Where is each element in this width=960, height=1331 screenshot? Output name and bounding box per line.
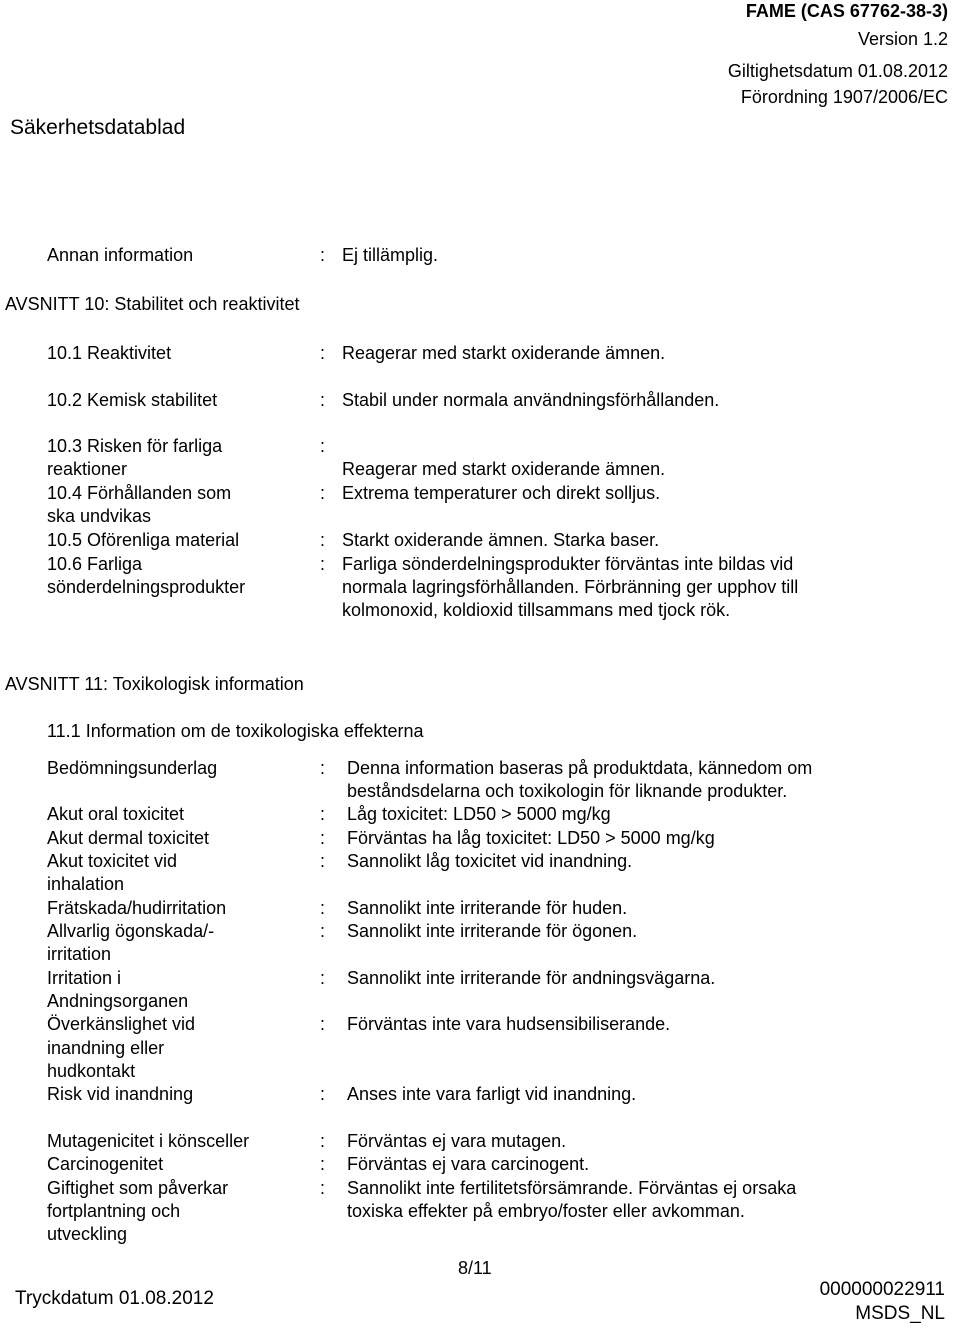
s11-r8-label-3: hudkontakt xyxy=(47,1061,136,1081)
s10-r3-label-2: reaktioner xyxy=(47,459,128,479)
s11-r12-label-2: fortplantning och xyxy=(47,1201,181,1221)
s11-r8-label-1: Överkänslighet vid xyxy=(47,1014,196,1034)
s11-r5-value: Sannolikt inte irriterande för huden. xyxy=(347,898,628,918)
s11-r3-colon: : xyxy=(320,828,326,848)
s10-r5-colon: : xyxy=(320,530,326,550)
s10-r4-label-1: 10.4 Förhållanden som xyxy=(47,483,232,503)
s11-r11-label: Carcinogenitet xyxy=(47,1154,164,1174)
s11-r6-value: Sannolikt inte irriterande för ögonen. xyxy=(347,921,638,941)
page-number: 8/11 xyxy=(458,1258,492,1278)
s11-r9-value: Anses inte vara farligt vid inandning. xyxy=(347,1084,637,1104)
s10-r5-label: 10.5 Oförenliga material xyxy=(47,530,240,550)
s10-r3-colon: : xyxy=(320,436,326,456)
s10-r1-colon: : xyxy=(320,343,326,363)
s11-r4-label-2: inhalation xyxy=(47,874,125,894)
other-info-colon: : xyxy=(320,245,326,265)
regulation: Förordning 1907/2006/EC xyxy=(740,87,948,107)
s10-r4-value: Extrema temperaturer och direkt solljus. xyxy=(342,483,661,503)
s10-r1-value: Reagerar med starkt oxiderande ämnen. xyxy=(342,343,666,363)
section-10-title: AVSNITT 10: Stabilitet och reaktivitet xyxy=(5,294,300,314)
s11-r8-value: Förväntas inte vara hudsensibiliserande. xyxy=(347,1014,671,1034)
s11-r2-label: Akut oral toxicitet xyxy=(47,804,185,824)
s10-r2-value: Stabil under normala användningsförhållanden. xyxy=(342,390,720,410)
s11-r6-label-2: irritation xyxy=(47,944,112,964)
s11-r12-label-1: Giftighet som påverkar xyxy=(47,1178,229,1198)
s10-r5-value: Starkt oxiderande ämnen. Starka baser. xyxy=(342,530,660,550)
s11-r6-label-1: Allvarlig ögonskada/- xyxy=(47,921,215,941)
other-info-label: Annan information xyxy=(47,245,194,265)
s11-r2-value: Låg toxicitet: LD50 > 5000 mg/kg xyxy=(347,804,611,824)
doc-code: MSDS_NL xyxy=(855,1303,945,1324)
s11-r7-colon: : xyxy=(320,968,326,988)
s11-r1-label: Bedömningsunderlag xyxy=(47,758,218,778)
s11-r10-value: Förväntas ej vara mutagen. xyxy=(347,1131,567,1151)
s11-r9-colon: : xyxy=(320,1084,326,1104)
doc-number: 000000022911 xyxy=(819,1279,945,1300)
s11-r4-value: Sannolikt låg toxicitet vid inandning. xyxy=(347,851,633,871)
s11-r6-colon: : xyxy=(320,921,326,941)
print-date: Tryckdatum 01.08.2012 xyxy=(15,1288,214,1309)
s11-r5-label: Frätskada/hudirritation xyxy=(47,898,227,918)
s10-r6-value-3: kolmonoxid, koldioxid tillsammans med tjock rök. xyxy=(342,600,731,620)
s11-r12-colon: : xyxy=(320,1178,326,1198)
s11-r1-value-1: Denna information baseras på produktdata, kännedom om xyxy=(347,758,813,778)
s10-r2-colon: : xyxy=(320,390,326,410)
s10-r6-label-2: sönderdelningsprodukter xyxy=(47,577,246,597)
s11-r4-colon: : xyxy=(320,851,326,871)
other-info-value: Ej tillämplig. xyxy=(342,245,439,265)
version: Version 1.2 xyxy=(857,29,948,49)
s11-r10-label: Mutagenicitet i könsceller xyxy=(47,1131,250,1151)
doc-title: Säkerhetsdatablad xyxy=(10,116,186,139)
s10-r6-colon: : xyxy=(320,554,326,574)
s10-r6-label-1: 10.6 Farliga xyxy=(47,554,143,574)
section-11-subtitle: 11.1 Information om de toxikologiska effekterna xyxy=(47,721,424,741)
s11-r12-value-1: Sannolikt inte fertilitetsförsämrande. Förväntas ej orsaka xyxy=(347,1178,797,1198)
product-name: FAME (CAS 67762-38-3) xyxy=(745,1,948,21)
s10-r3-value: Reagerar med starkt oxiderande ämnen. xyxy=(342,459,666,479)
s11-r8-label-2: inandning eller xyxy=(47,1038,165,1058)
s10-r2-label: 10.2 Kemisk stabilitet xyxy=(47,390,218,410)
s11-r7-label-2: Andningsorganen xyxy=(47,991,189,1011)
s11-r1-value-2: beståndsdelarna och toxikologin för liknande produkter. xyxy=(347,781,788,801)
s10-r4-label-2: ska undvikas xyxy=(47,506,152,526)
s11-r1-colon: : xyxy=(320,758,326,778)
s11-r11-colon: : xyxy=(320,1154,326,1174)
s11-r2-colon: : xyxy=(320,804,326,824)
valid-date: Giltighetsdatum 01.08.2012 xyxy=(727,61,948,81)
s10-r6-value-1: Farliga sönderdelningsprodukter förväntas inte bildas vid xyxy=(342,554,794,574)
section-11-title: AVSNITT 11: Toxikologisk information xyxy=(5,674,304,694)
s11-r9-label: Risk vid inandning xyxy=(47,1084,194,1104)
s11-r11-value: Förväntas ej vara carcinogent. xyxy=(347,1154,590,1174)
s11-r10-colon: : xyxy=(320,1131,326,1151)
s11-r5-colon: : xyxy=(320,898,326,918)
s11-r4-label-1: Akut toxicitet vid xyxy=(47,851,178,871)
s11-r3-label: Akut dermal toxicitet xyxy=(47,828,210,848)
s10-r3-label-1: 10.3 Risken för farliga xyxy=(47,436,223,456)
s11-r7-label-1: Irritation i xyxy=(47,968,122,988)
s11-r8-colon: : xyxy=(320,1014,326,1034)
s11-r12-value-2: toxiska effekter på embryo/foster eller avkomman. xyxy=(347,1201,745,1221)
s10-r4-colon: : xyxy=(320,483,326,503)
s10-r6-value-2: normala lagringsförhållanden. Förbränning ger upphov till xyxy=(342,577,799,597)
s11-r7-value: Sannolikt inte irriterande för andningsvägarna. xyxy=(347,968,716,988)
s11-r3-value: Förväntas ha låg toxicitet: LD50 > 5000 mg/kg xyxy=(347,828,715,848)
s10-r1-label: 10.1 Reaktivitet xyxy=(47,343,172,363)
s11-r12-label-3: utveckling xyxy=(47,1224,128,1244)
